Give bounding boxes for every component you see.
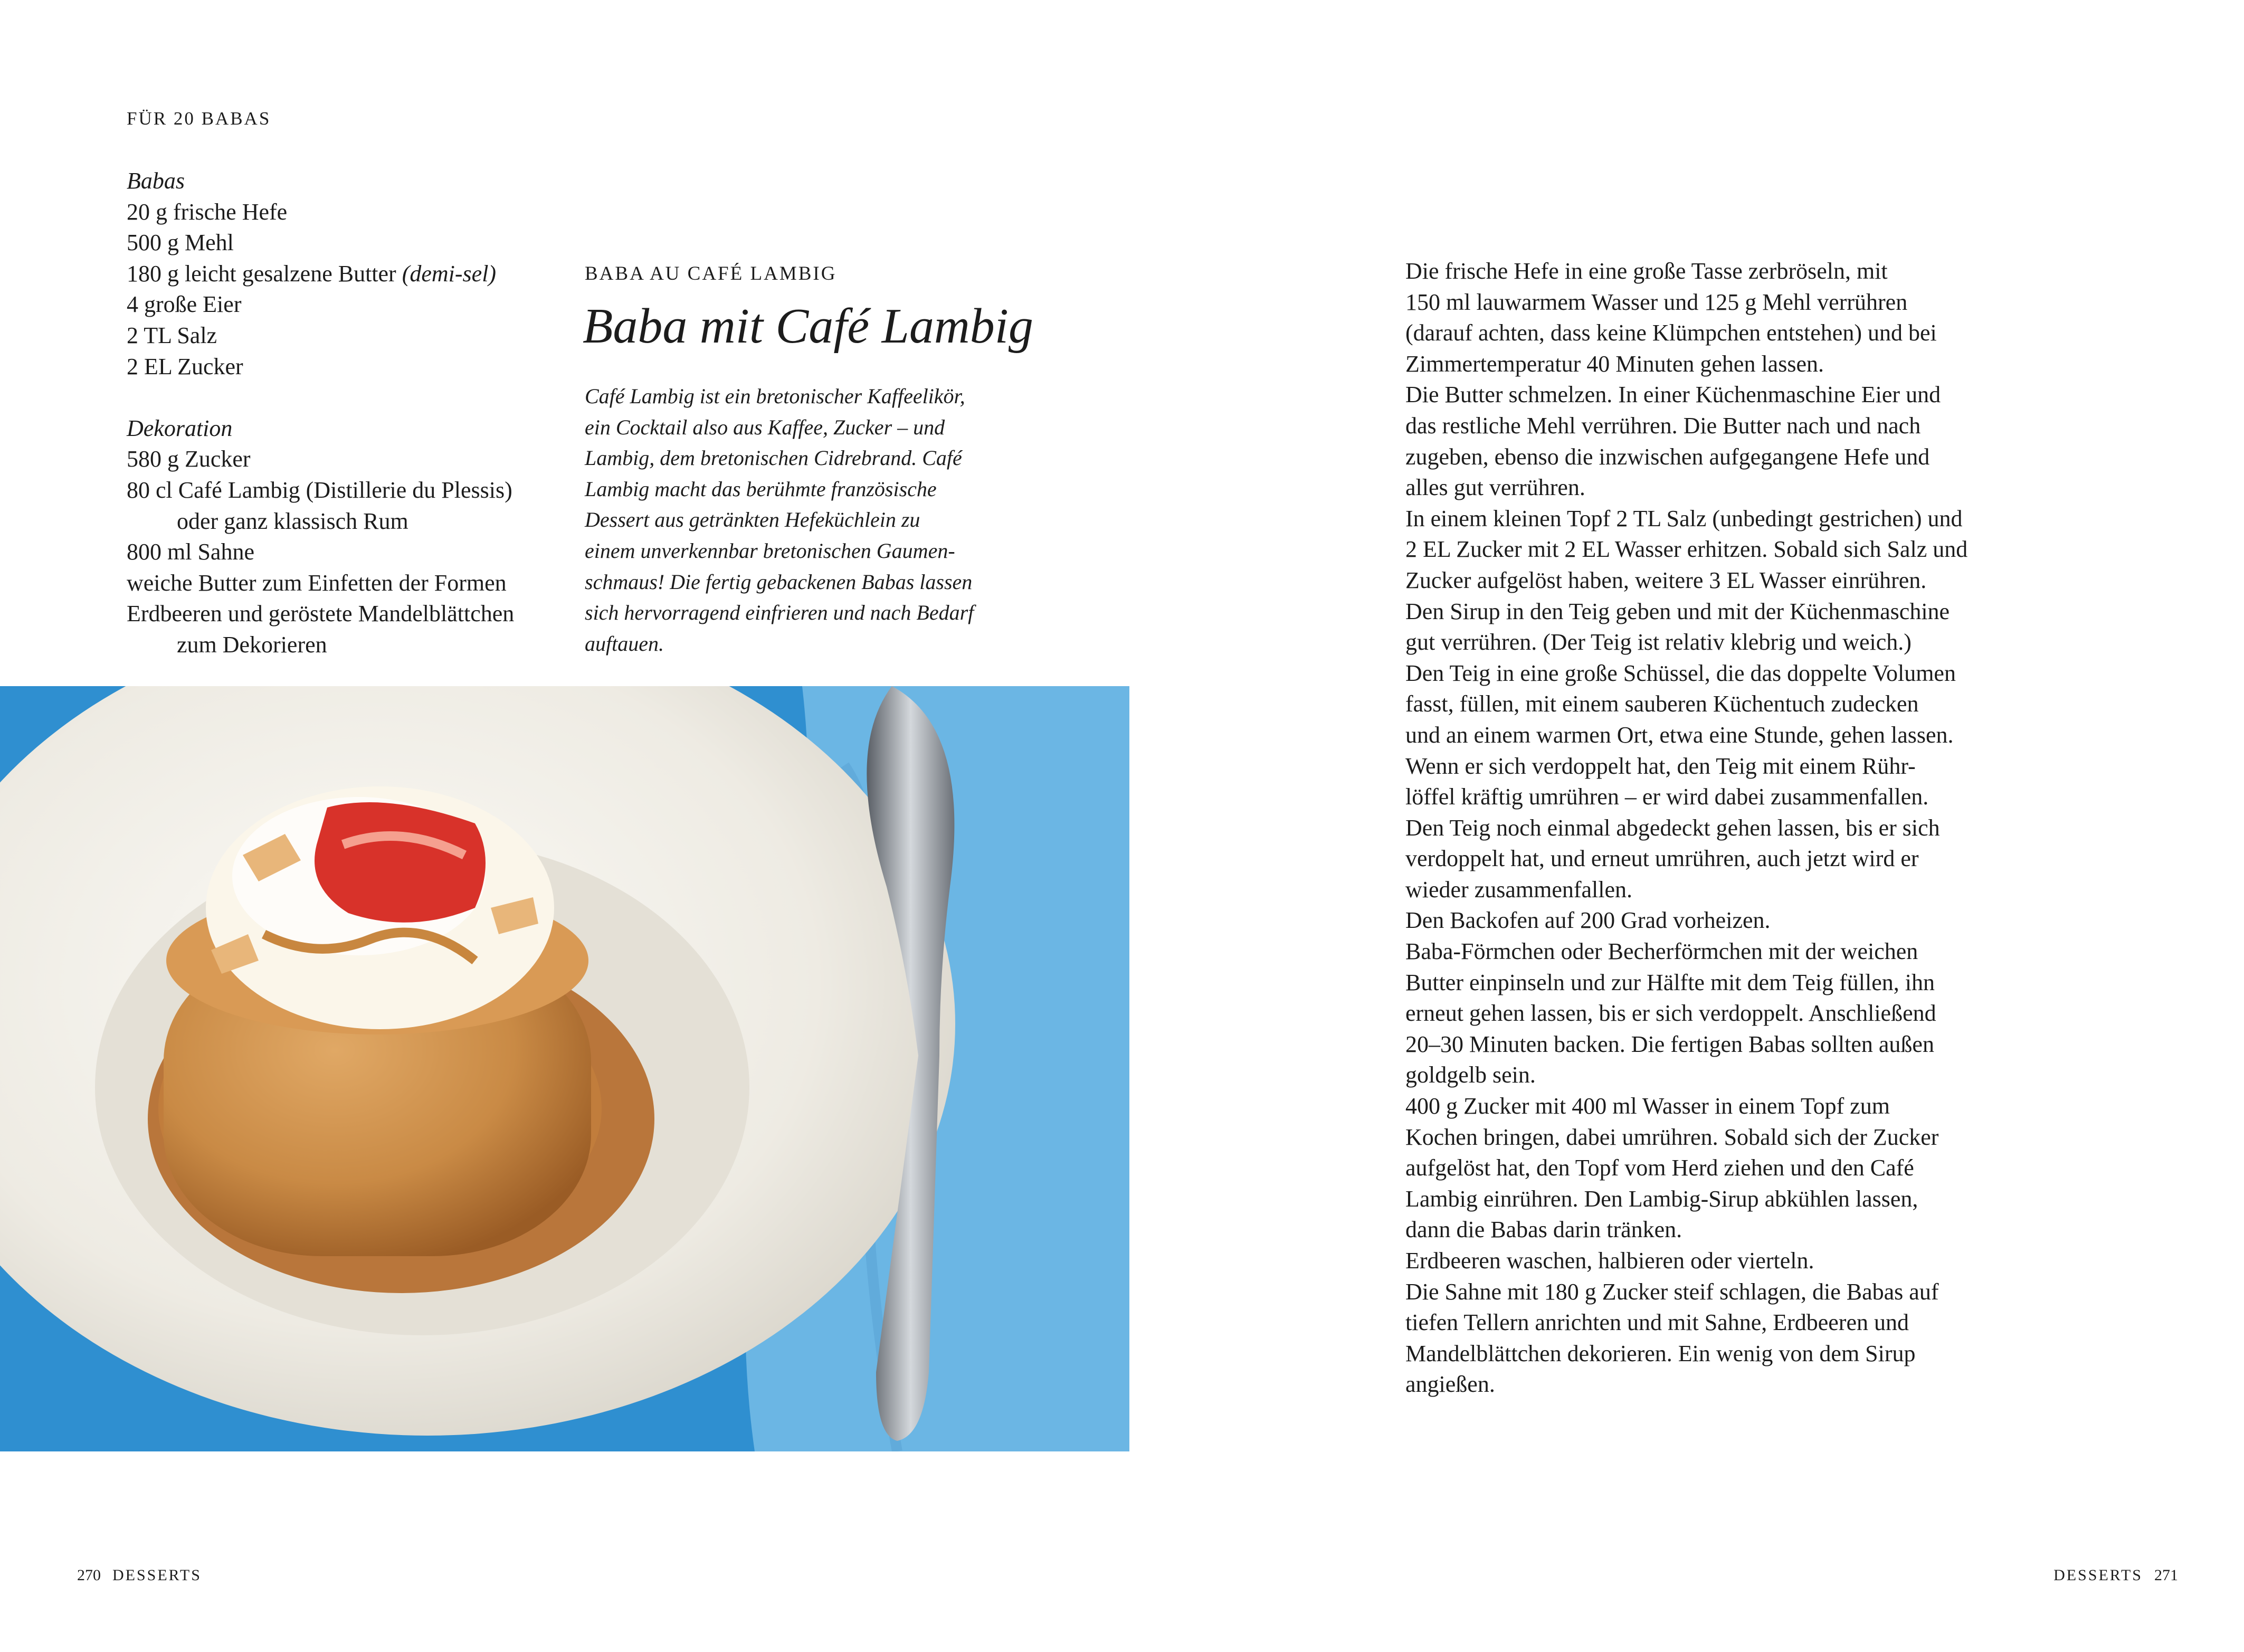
instruction-line: zugeben, ebenso die inzwischen aufgegangene Hefe und — [1405, 443, 1930, 470]
instruction-line: Mandelblättchen dekorieren. Ein wenig von dem Sirup — [1405, 1340, 1916, 1366]
instruction-line: das restliche Mehl verrühren. Die Butter nach und nach — [1405, 412, 1921, 439]
instructions — [1405, 256, 1967, 1400]
butter-note: (demi-sel) — [402, 260, 497, 287]
intro-line: sich hervorragend einfrieren und nach Bedarf — [585, 601, 974, 625]
instruction-line: goldgelb sein. — [1405, 1062, 1536, 1088]
ingredient-item: 80 cl Café Lambig (Distillerie du Plessis) — [127, 477, 512, 503]
ingredient-item: 500 g Mehl — [127, 230, 234, 256]
ingredient-item: 580 g Zucker — [127, 446, 251, 472]
instruction-line: tiefen Tellern anrichten und mit Sahne, Erdbeeren und — [1405, 1309, 1909, 1336]
ingredient-item-continued: oder ganz klassisch Rum — [177, 508, 408, 534]
instruction-line: Lambig einrühren. Den Lambig-Sirup abkühlen lassen, — [1405, 1185, 1918, 1212]
instruction-line: Die frische Hefe in eine große Tasse zerbröseln, mit — [1405, 258, 1888, 284]
ingredient-item: 4 große Eier — [127, 291, 242, 318]
section-label: DESSERTS — [2053, 1566, 2143, 1584]
instruction-line: 400 g Zucker mit 400 ml Wasser in einem Topf zum — [1405, 1093, 1890, 1119]
dessert-photo — [0, 686, 1129, 1451]
intro-line: Lambig macht das berühmte französische — [585, 477, 937, 501]
instruction-line: alles gut verrühren. — [1405, 474, 1585, 501]
ingredient-item: 20 g frische Hefe — [127, 198, 288, 225]
intro-line: Lambig, dem bretonischen Cidrebrand. Café — [585, 446, 962, 470]
instruction-line: Den Teig noch einmal abgedeckt gehen lassen, bis er sich — [1405, 814, 1940, 841]
ingredient-item: 2 TL Salz — [127, 322, 217, 348]
instruction-line: (darauf achten, dass keine Klümpchen entstehen) und bei — [1405, 320, 1937, 346]
babas-heading: Babas — [127, 168, 185, 194]
section-label: DESSERTS — [112, 1566, 202, 1584]
recipe-title: Baba mit Café Lambig — [583, 299, 1033, 354]
instruction-line: Die Butter schmelzen. In einer Küchenmaschine Eier und — [1405, 382, 1941, 408]
intro-line: einem unverkennbar bretonischen Gaumen- — [585, 538, 955, 563]
instruction-line: dann die Babas darin tränken. — [1405, 1217, 1682, 1243]
instruction-line: Den Sirup in den Teig geben und mit der Küchenmaschine — [1405, 598, 1950, 624]
instruction-line: wieder zusammenfallen. — [1405, 876, 1633, 903]
instruction-line: gut verrühren. (Der Teig ist relativ klebrig und weich.) — [1405, 629, 1912, 656]
instruction-line: angießen. — [1405, 1371, 1495, 1398]
instruction-line: 150 ml lauwarmem Wasser und 125 g Mehl verrühren — [1405, 289, 1908, 315]
recipe-intro — [585, 381, 974, 659]
dekoration-heading: Dekoration — [127, 415, 233, 441]
instruction-line: Baba-Förmchen oder Becherförmchen mit der weichen — [1405, 938, 1918, 965]
instruction-line: Die Sahne mit 180 g Zucker steif schlagen, die Babas auf — [1405, 1278, 1939, 1305]
ingredient-item: weiche Butter zum Einfetten der Formen — [127, 569, 507, 596]
instruction-line: Wenn er sich verdoppelt hat, den Teig mit einem Rühr- — [1405, 753, 1916, 779]
instruction-line: Erdbeeren waschen, halbieren oder vierteln. — [1405, 1248, 1814, 1274]
strawberry — [315, 802, 486, 923]
intro-line: schmaus! Die fertig gebackenen Babas lassen — [585, 569, 973, 594]
page-number: 270 — [77, 1566, 101, 1584]
footer-right — [2053, 1566, 2178, 1584]
instruction-line: aufgelöst hat, den Topf vom Herd ziehen und den Café — [1405, 1155, 1914, 1181]
instruction-line: löffel kräftig umrühren – er wird dabei zusammenfallen. — [1405, 784, 1929, 810]
instruction-line: Den Backofen auf 200 Grad vorheizen. — [1405, 907, 1771, 934]
ingredient-item-continued: zum Dekorieren — [177, 631, 327, 658]
recipe-original-title: BABA AU CAFÉ LAMBIG — [585, 263, 837, 284]
footer-left — [77, 1566, 202, 1584]
instruction-line: In einem kleinen Topf 2 TL Salz (unbedingt gestrichen) und — [1405, 505, 1963, 531]
instruction-line: 20–30 Minuten backen. Die fertigen Babas sollten außen — [1405, 1031, 1934, 1057]
instruction-line: fasst, füllen, mit einem sauberen Küchentuch zudecken — [1405, 691, 1919, 717]
instruction-line: Zimmertemperatur 40 Minuten gehen lassen. — [1405, 350, 1824, 377]
instruction-line: 2 EL Zucker mit 2 EL Wasser erhitzen. Sobald sich Salz und — [1405, 536, 1968, 563]
ingredient-item: Erdbeeren und geröstete Mandelblättchen — [127, 601, 515, 627]
page-number: 271 — [2154, 1566, 2178, 1584]
yield-label: FÜR 20 BABAS — [127, 108, 271, 129]
ingredient-item: 180 g leicht gesalzene Butter (demi-sel) — [127, 260, 497, 287]
ingredient-item: 2 EL Zucker — [127, 353, 243, 379]
intro-line: ein Cocktail also aus Kaffee, Zucker – und — [585, 415, 945, 439]
instruction-line: Den Teig in eine große Schüssel, die das doppelte Volumen — [1405, 660, 1956, 686]
intro-line: Dessert aus getränkten Hefeküchlein zu — [585, 508, 920, 532]
instruction-line: Kochen bringen, dabei umrühren. Sobald sich der Zucker — [1405, 1124, 1939, 1150]
instruction-line: erneut gehen lassen, bis er sich verdoppelt. Anschließend — [1405, 1000, 1936, 1027]
instruction-line: verdoppelt hat, und erneut umrühren, auch jetzt wird er — [1405, 846, 1919, 872]
intro-line: Café Lambig ist ein bretonischer Kaffeelikör, — [585, 384, 965, 408]
instruction-line: und an einem warmen Ort, etwa eine Stunde, gehen lassen. — [1405, 721, 1954, 748]
instruction-line: Butter einpinseln und zur Hälfte mit dem Teig füllen, ihn — [1405, 969, 1935, 995]
intro-line: auftauen. — [585, 631, 664, 656]
ingredients-list — [127, 166, 514, 661]
instruction-line: Zucker aufgelöst haben, weitere 3 EL Wasser einrühren. — [1405, 567, 1927, 593]
ingredient-item: 800 ml Sahne — [127, 539, 254, 565]
